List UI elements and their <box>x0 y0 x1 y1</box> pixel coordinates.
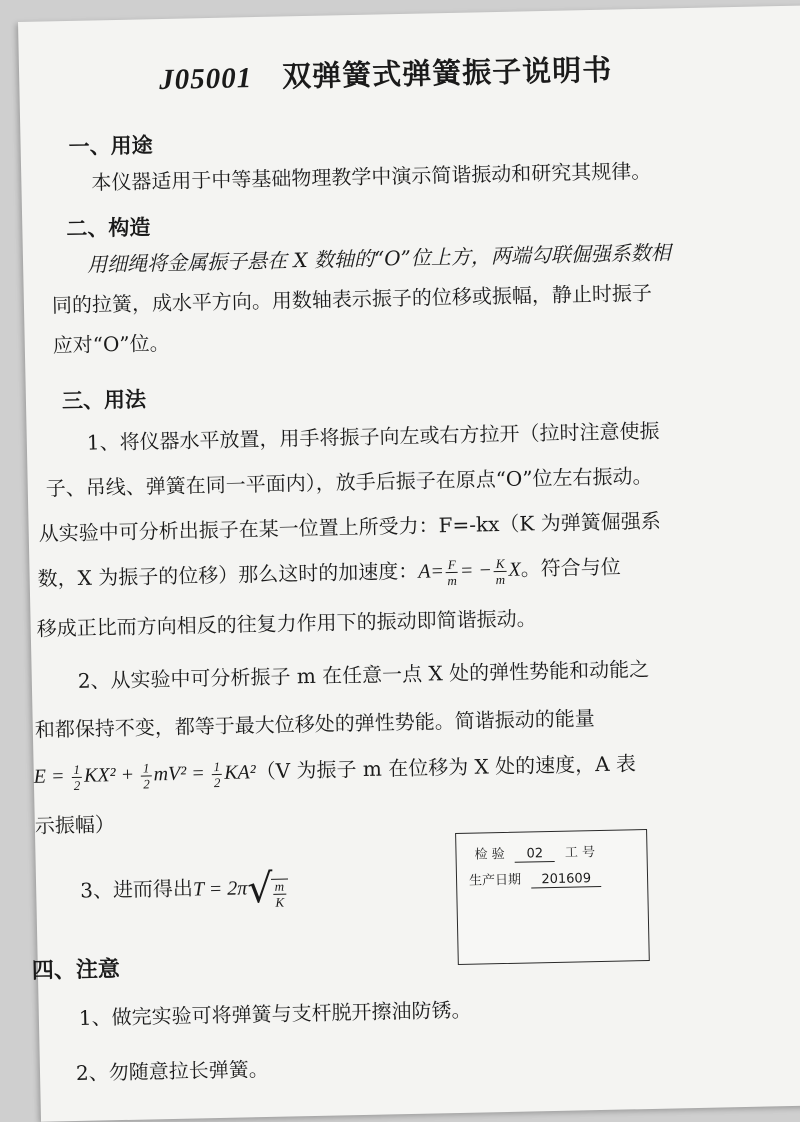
period-lead-text: 3、进而得出 <box>79 876 194 903</box>
energy-half-num-3: 1 <box>211 760 222 775</box>
accel-lead-text: 数，X 为振子的位移）那么这时的加速度： <box>37 558 419 591</box>
energy-lhs: E = <box>33 765 70 788</box>
stamp-check-label: 检 验 <box>474 846 505 863</box>
energy-half-den-1: 2 <box>73 777 81 793</box>
section-heading-structure: 二、构造 <box>66 214 151 242</box>
energy-trail-text: （V 为振子 m 在位移为 X 处的速度，A 表 <box>255 751 637 784</box>
note-item-1: 1、做完实验可将弹簧与支杆脱开擦油防锈。 <box>78 997 472 1030</box>
accel-x: X <box>508 558 521 581</box>
section-heading-notes: 四、注意 <box>31 956 121 984</box>
method-p2-line-3 <box>34 751 637 793</box>
method-p1-line-1: 1、将仪器水平放置，用手将振子向左或右方拉开（拉时注意使振 <box>86 418 660 455</box>
energy-formula <box>33 758 256 793</box>
method-p3-line <box>79 865 289 913</box>
accel-f-num: F <box>446 558 458 573</box>
energy-kx2: KX² <box>83 764 116 787</box>
stamp-date-label: 生产日期 <box>468 872 522 889</box>
accel-lhs: A= <box>417 560 445 583</box>
title-text: 双弹簧式弹簧振子说明书 <box>281 52 613 94</box>
stamp-date-value: 201609 <box>531 871 601 888</box>
period-fraction <box>273 880 287 909</box>
structure-line-3: 应对“O”位。 <box>52 330 170 358</box>
stamp-row-date <box>469 867 608 890</box>
energy-half-num-2: 1 <box>141 761 152 776</box>
accel-k-den: m <box>495 571 506 588</box>
accel-trail-text: 。符合与位 <box>520 554 621 581</box>
stamp-row-check <box>474 841 595 864</box>
energy-half-3 <box>211 760 222 789</box>
section-heading-method: 三、用法 <box>61 386 147 414</box>
period-lhs: T = 2π <box>192 876 248 901</box>
accel-k-num: K <box>494 557 507 572</box>
energy-ka2: KA² <box>223 761 256 784</box>
section-heading-usage: 一、用途 <box>68 132 153 159</box>
accel-fraction-k-m <box>494 557 507 586</box>
stamp-worker-label: 工 号 <box>564 845 596 861</box>
sqrt-symbol: √ $\frac{m}{K}$ <box>247 869 289 910</box>
energy-half-1 <box>71 763 82 792</box>
accel-eq: = − <box>459 559 493 582</box>
method-p1-line-5: 移成正比而方向相反的往复力作用下的振动即简谐振动。 <box>36 606 537 641</box>
usage-text: 本仪器适用于中等基础物理教学中演示简谐振动和研究其规律。 <box>91 158 652 195</box>
energy-half-num-1: 1 <box>71 763 82 778</box>
model-code: J05001 <box>158 62 253 97</box>
structure-line-2: 同的拉簧，成水平方向。用数轴表示振子的位移或振幅，静止时振子 <box>51 280 653 318</box>
method-p1-line-3: 从实验中可分析出振子在某一位置上所受力：F=-kx（K 为弹簧倔强系 <box>38 508 661 546</box>
document-title <box>159 48 613 98</box>
method-p2-line-4: 示振幅） <box>34 812 116 838</box>
period-num: m <box>273 880 287 895</box>
stamp-check-value: 02 <box>515 846 555 863</box>
structure-line-1: 用细绳将金属振子悬在 X 数轴的“O”位上方，两端勾联倔强系数相 <box>86 240 672 277</box>
energy-eq: = <box>185 762 210 785</box>
method-p2-line-2: 和都保持不变，都等于最大位移处的弹性势能。简谐振动的能量 <box>34 706 595 742</box>
method-p2-line-1: 2、从实验中可分析振子 m 在任意一点 X 处的弹性势能和动能之 <box>77 656 650 693</box>
accel-formula <box>417 555 521 589</box>
inspection-stamp <box>455 829 650 965</box>
energy-plus: + <box>115 763 140 787</box>
document-content <box>18 6 800 1100</box>
accel-fraction-f-m <box>446 558 459 587</box>
energy-half-2 <box>141 761 152 790</box>
period-den: K <box>275 894 285 910</box>
accel-f-den: m <box>447 572 457 589</box>
energy-mv2: mV² <box>153 762 187 786</box>
energy-half-den-3: 2 <box>213 774 221 791</box>
method-p1-line-4 <box>37 554 621 595</box>
document-page <box>18 5 800 1122</box>
method-p1-line-2: 子、吊线、弹簧在同一平面内），放手后振子在原点“O”位左右振动。 <box>45 463 653 501</box>
period-formula <box>192 865 289 913</box>
energy-half-den-2: 2 <box>143 776 150 792</box>
note-item-2: 2、勿随意拉长弹簧。 <box>75 1056 269 1086</box>
